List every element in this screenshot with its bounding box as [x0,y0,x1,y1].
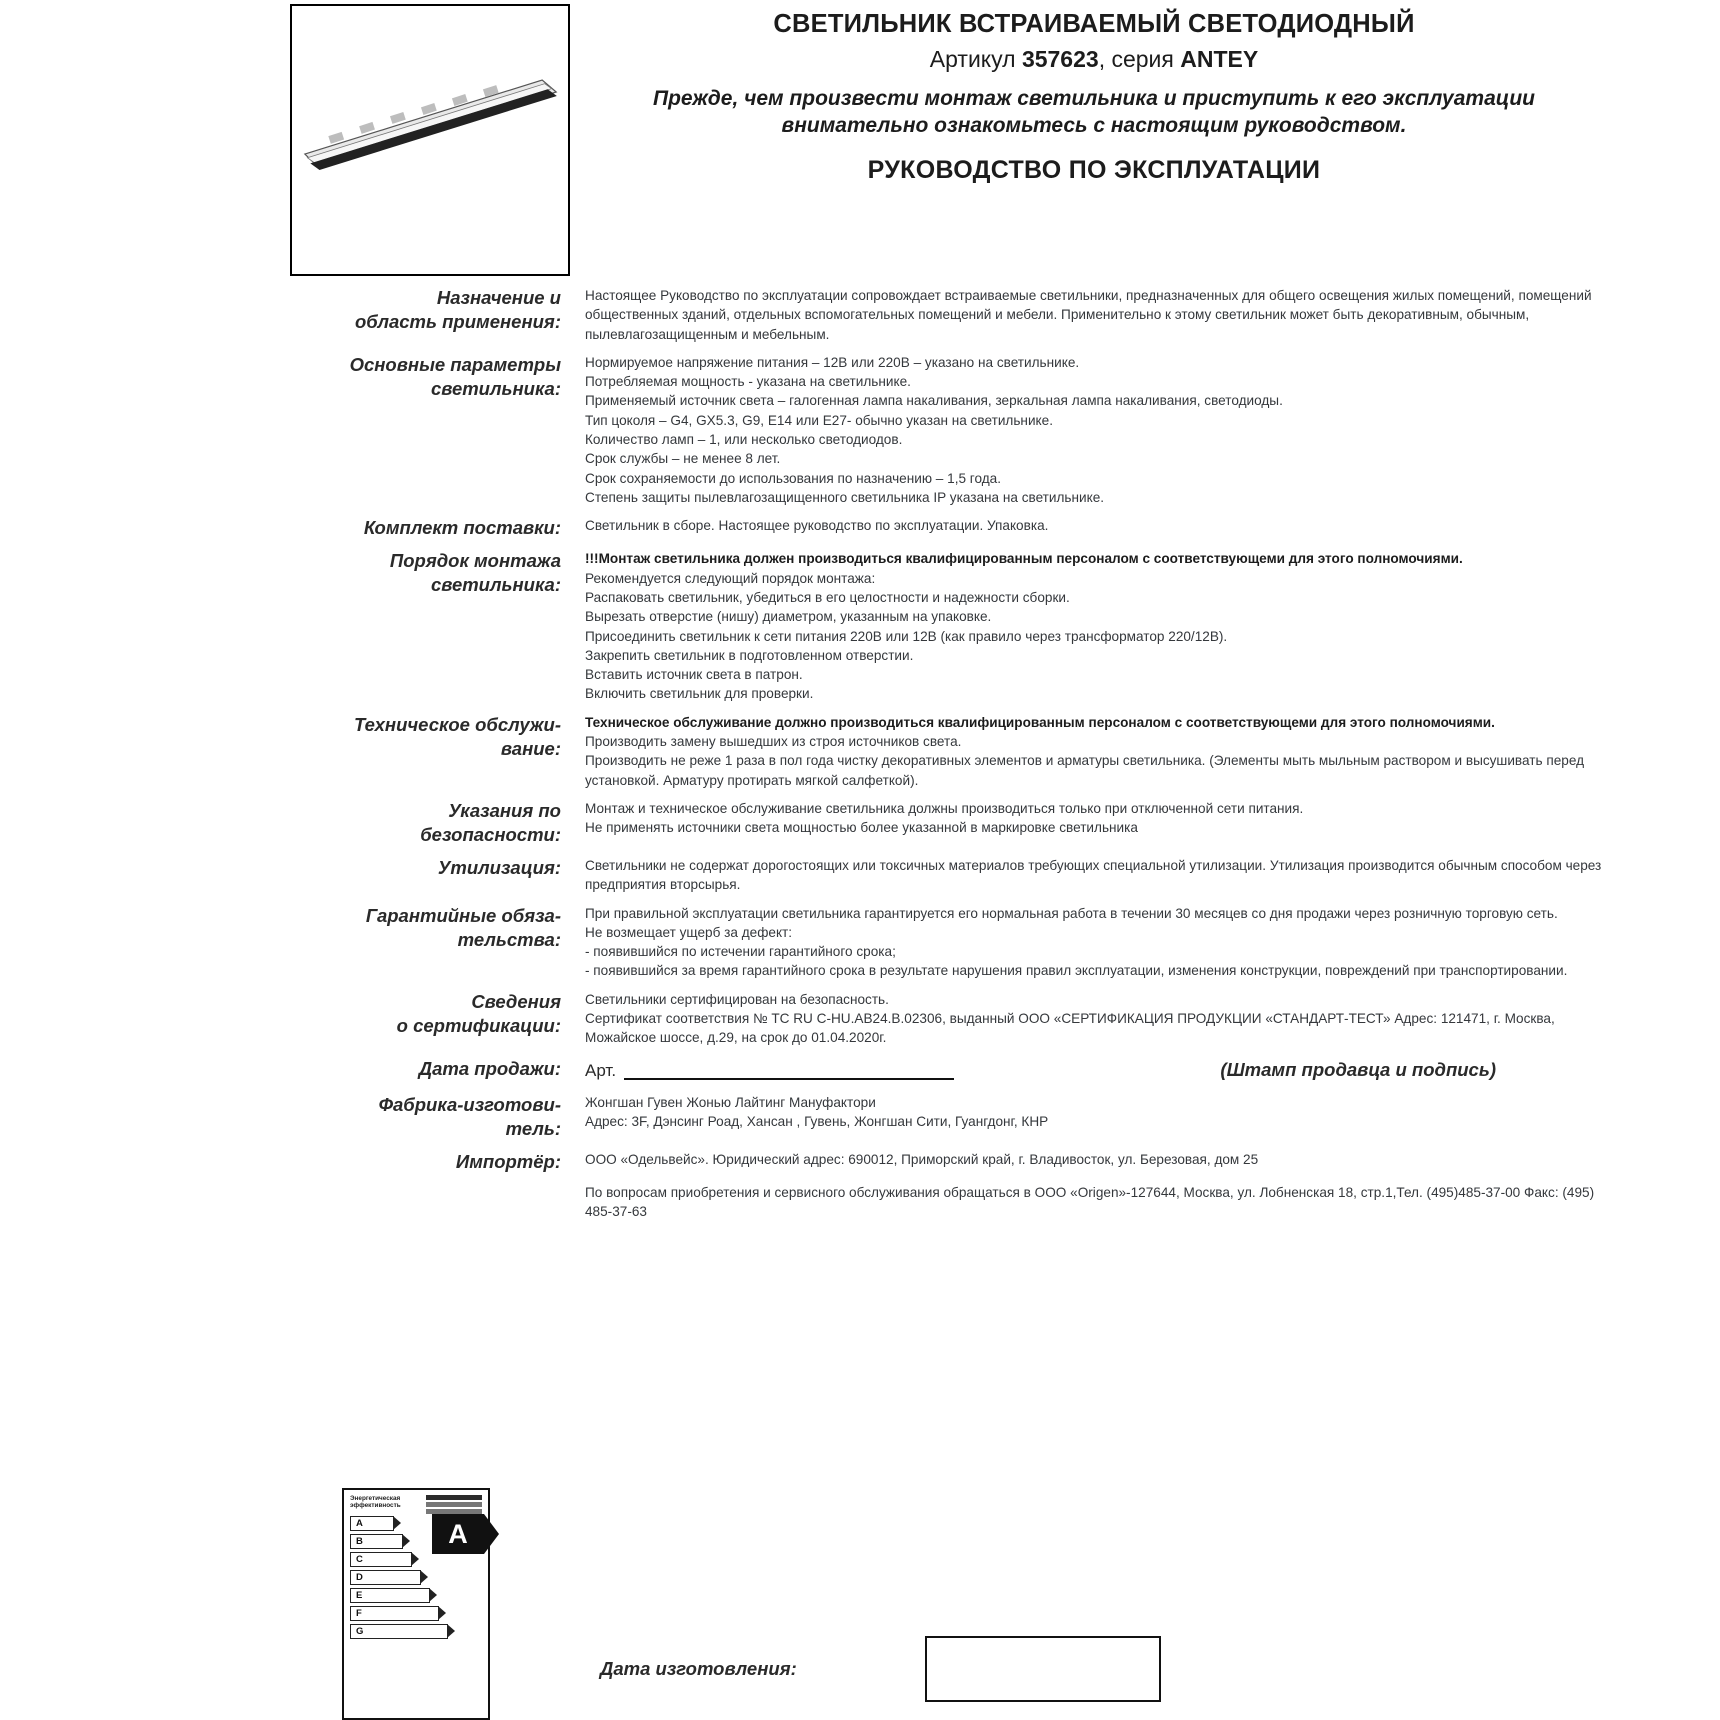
section-paragraph: Присоединить светильник к сети питания 220В или 12В (как правило через трансформатор 220/12В). [585,628,1228,644]
section-row [0,286,1720,344]
document-header [0,0,1720,276]
series-name: ANTEY [1180,45,1259,72]
footer-section-row [0,1183,1720,1222]
energy-label-title: Энергетическая эффективность [350,1495,401,1510]
energy-class-b: B [350,1534,403,1549]
section-paragraph: Вырезать отверстие (нишу) диаметром, указанным на упаковке. [585,609,992,625]
section-row [0,799,1720,847]
section-paragraph: Не применять источники света мощностью более указанной в маркировке светильника [585,820,1138,836]
section-paragraph: Производить замену вышедших из строя источников света. [585,733,962,749]
section-text [585,904,1720,981]
article-line [588,46,1600,72]
art-input-blank[interactable] [624,1060,954,1080]
section-label: Техническое обслужи- вание: [353,713,561,759]
section-row [0,713,1720,790]
section-text [585,713,1720,790]
art-label: Арт. [585,1060,617,1080]
page-title: СВЕТИЛЬНИК ВСТРАИВАЕМЫЙ СВЕТОДИОДНЫЙ [773,10,1415,38]
seller-stamp-note: (Штамп продавца и подпись) [1220,1058,1496,1080]
series-prefix: , серия [1098,45,1181,72]
section-paragraph: Светильник в сборе. Настоящее руководство по эксплуатации. Упаковка. [585,518,1049,534]
footer-section-label: Фабрика-изготови- тель: [378,1093,561,1139]
footer-section-text [585,1150,1720,1169]
article-prefix: Артикул [929,45,1022,72]
section-paragraph: Степень защиты пылевлагозащищенного светильника IP указана на светильнике. [585,489,1105,505]
article-number: 357623 [1021,45,1099,72]
footer-section-paragraph: Жонгшан Гувен Жонью Лайтинг Мануфактори [585,1094,876,1110]
section-row [0,904,1720,981]
section-paragraph: Количество ламп – 1, или несколько светодиодов. [585,432,903,448]
section-row [0,990,1720,1048]
manufacture-date-row [600,1636,1161,1702]
section-paragraph: Срок службы – не менее 8 лет. [585,451,781,467]
section-paragraph: Потребляемая мощность - указана на светильнике. [585,374,911,390]
section-paragraph: Производить не реже 1 раза в пол года чистку декоративных элементов и арматуры светильника. (Элементы мыть мыльным раствором и высушивать перед установкой. Арматуру протирать мягкой салфеткой). [585,753,1585,788]
energy-class-c: C [350,1552,412,1567]
footer-section-paragraph: ООО «Одельвейс». Юридический адрес: 690012, Приморский край, г. Владивосток, ул. Березовая, дом 25 [585,1152,1259,1167]
footer-sections [0,1093,1720,1222]
section-paragraph: Включить светильник для проверки. [585,686,814,702]
energy-class-f: F [350,1606,439,1621]
section-row [0,516,1720,540]
section-label: Утилизация: [437,856,561,878]
section-paragraph: Применяемый источник света – галогенная лампа накаливания, зеркальная лампа накаливания, светодиоды. [585,393,1283,409]
read-manual-notice: Прежде, чем произвести монтаж светильника и приступить к его эксплуатации внимательно ознакомьтесь с настоящим руководством. [653,86,1535,137]
footer-section-text [585,1093,1720,1132]
manual-sections [0,286,1720,1048]
section-label: Основные параметры светильника: [349,353,561,399]
section-paragraph: Срок сохраняемости до использования по назначению – 1,5 года. [585,470,1001,486]
footer-section-label: Импортёр: [455,1151,561,1172]
section-text [585,799,1720,838]
section-paragraph: !!!Монтаж светильника должен производиться квалифицированным персоналом с соответствующеми для этого полномочиями. [585,551,1463,567]
sale-date-value [585,1057,1720,1083]
manufacture-date-label: Дата изготовления: [600,1658,797,1679]
section-label: Гарантийные обяза- тельства: [365,904,561,950]
footer-section-row [0,1093,1720,1141]
section-paragraph: При правильной эксплуатации светильника гарантируется его нормальная работа в течении 30 месяцев со дня продажи через розничную торговую сеть. [585,905,1558,921]
sale-date-row [0,1057,1720,1083]
energy-class-a: A [350,1516,394,1531]
led-strip-icon [295,74,568,179]
section-row [0,353,1720,507]
energy-class-d: D [350,1570,421,1585]
header-text-block [570,4,1720,185]
section-label: Назначение и область применения: [354,287,561,333]
manufacture-date-box[interactable] [925,1636,1161,1702]
footer-section-paragraph: По вопросам приобретения и сервисного обслуживания обращаться в ООО «Origen»-127644, Москва, ул. Лобненская 18, стр.1,Тел. (495)485-37-00 Факс: (495) 485-37-63 [585,1185,1595,1220]
footer-section-row [0,1150,1720,1174]
product-photo [290,4,570,276]
section-paragraph: - появившийся по истечении гарантийного срока; [585,944,896,960]
section-text [585,549,1720,703]
section-paragraph: Не возмещает ущерб за дефект: [585,924,793,940]
section-paragraph: Закрепить светильник в подготовленном отверстии. [585,647,914,663]
section-label: Указания по безопасности: [420,799,561,845]
section-text [585,856,1720,895]
section-paragraph: Светильники сертифицирован на безопасность. [585,991,889,1007]
section-paragraph: Распаковать светильник, убедиться в его целостности и надежности сборки. [585,589,1070,605]
section-paragraph: Настоящее Руководство по эксплуатации сопровождает встраиваемые светильники, предназначенных для общего освещения жилых помещений, помещений общественных зданий, отдельных вспомогательных помещений и мебели. Применительно к этому светильник может быть декоративным, обычным, пылевлагозащищенным и мебельным. [585,288,1592,342]
section-paragraph: Светильники не содержат дорогостоящих или токсичных материалов требующих специальной утилизации. Утилизация производится обычным способом через предприятия вторсырья. [585,857,1602,893]
section-paragraph: Монтаж и техническое обслуживание светильника должны производиться только при отключенной сети питания. [585,800,1304,816]
footer-section-text [585,1183,1720,1222]
section-paragraph: Рекомендуется следующий порядок монтажа: [585,570,876,586]
energy-selected-class: A [432,1514,484,1554]
section-label: Комплект поставки: [363,517,561,539]
section-label: Порядок монтажа светильника: [389,550,561,596]
energy-class-g: G [350,1624,448,1639]
footer-section-paragraph: Адрес: 3F, Дэнсинг Роад, Хансан , Гувень, Жонгшан Сити, Гуангдонг, КНР [585,1114,1049,1130]
section-text [585,286,1720,344]
section-paragraph: Техническое обслуживание должно производиться квалифицированным персоналом с соответствующеми для этого полномочиями. [585,714,1495,730]
energy-efficiency-label [342,1488,490,1720]
section-row [0,549,1720,703]
section-paragraph: Вставить источник света в патрон. [585,667,803,683]
section-text [585,516,1720,535]
section-text [585,990,1720,1048]
section-text [585,353,1720,507]
section-label: Сведения о сертификации: [396,990,561,1036]
manual-heading: РУКОВОДСТВО ПО ЭКСПЛУАТАЦИИ [867,155,1321,184]
section-paragraph: - появившийся за время гарантийного срока в результате нарушения правил эксплуатации, изменения конструкции, повреждений при транспортировании. [585,963,1568,979]
section-row [0,856,1720,895]
energy-label-barcode [426,1495,482,1516]
energy-class-e: E [350,1588,430,1603]
section-paragraph: Сертификат соответствия № ТС RU C-HU.АВ24.В.02306, выданный ООО «СЕРТИФИКАЦИЯ ПРОДУКЦИИ «СТАНДАРТ-ТЕСТ» Адрес: 121471, г. Москва, Можайское шоссе, д.29, на срок до 01.04.2020г. [585,1011,1555,1046]
section-paragraph: Нормируемое напряжение питания – 12В или 220В – указано на светильнике. [585,354,1080,370]
section-paragraph: Тип цоколя – G4, GX5.3, G9, E14 или E27- обычно указан на светильнике. [585,412,1053,428]
sale-date-label: Дата продажи: [418,1057,561,1079]
